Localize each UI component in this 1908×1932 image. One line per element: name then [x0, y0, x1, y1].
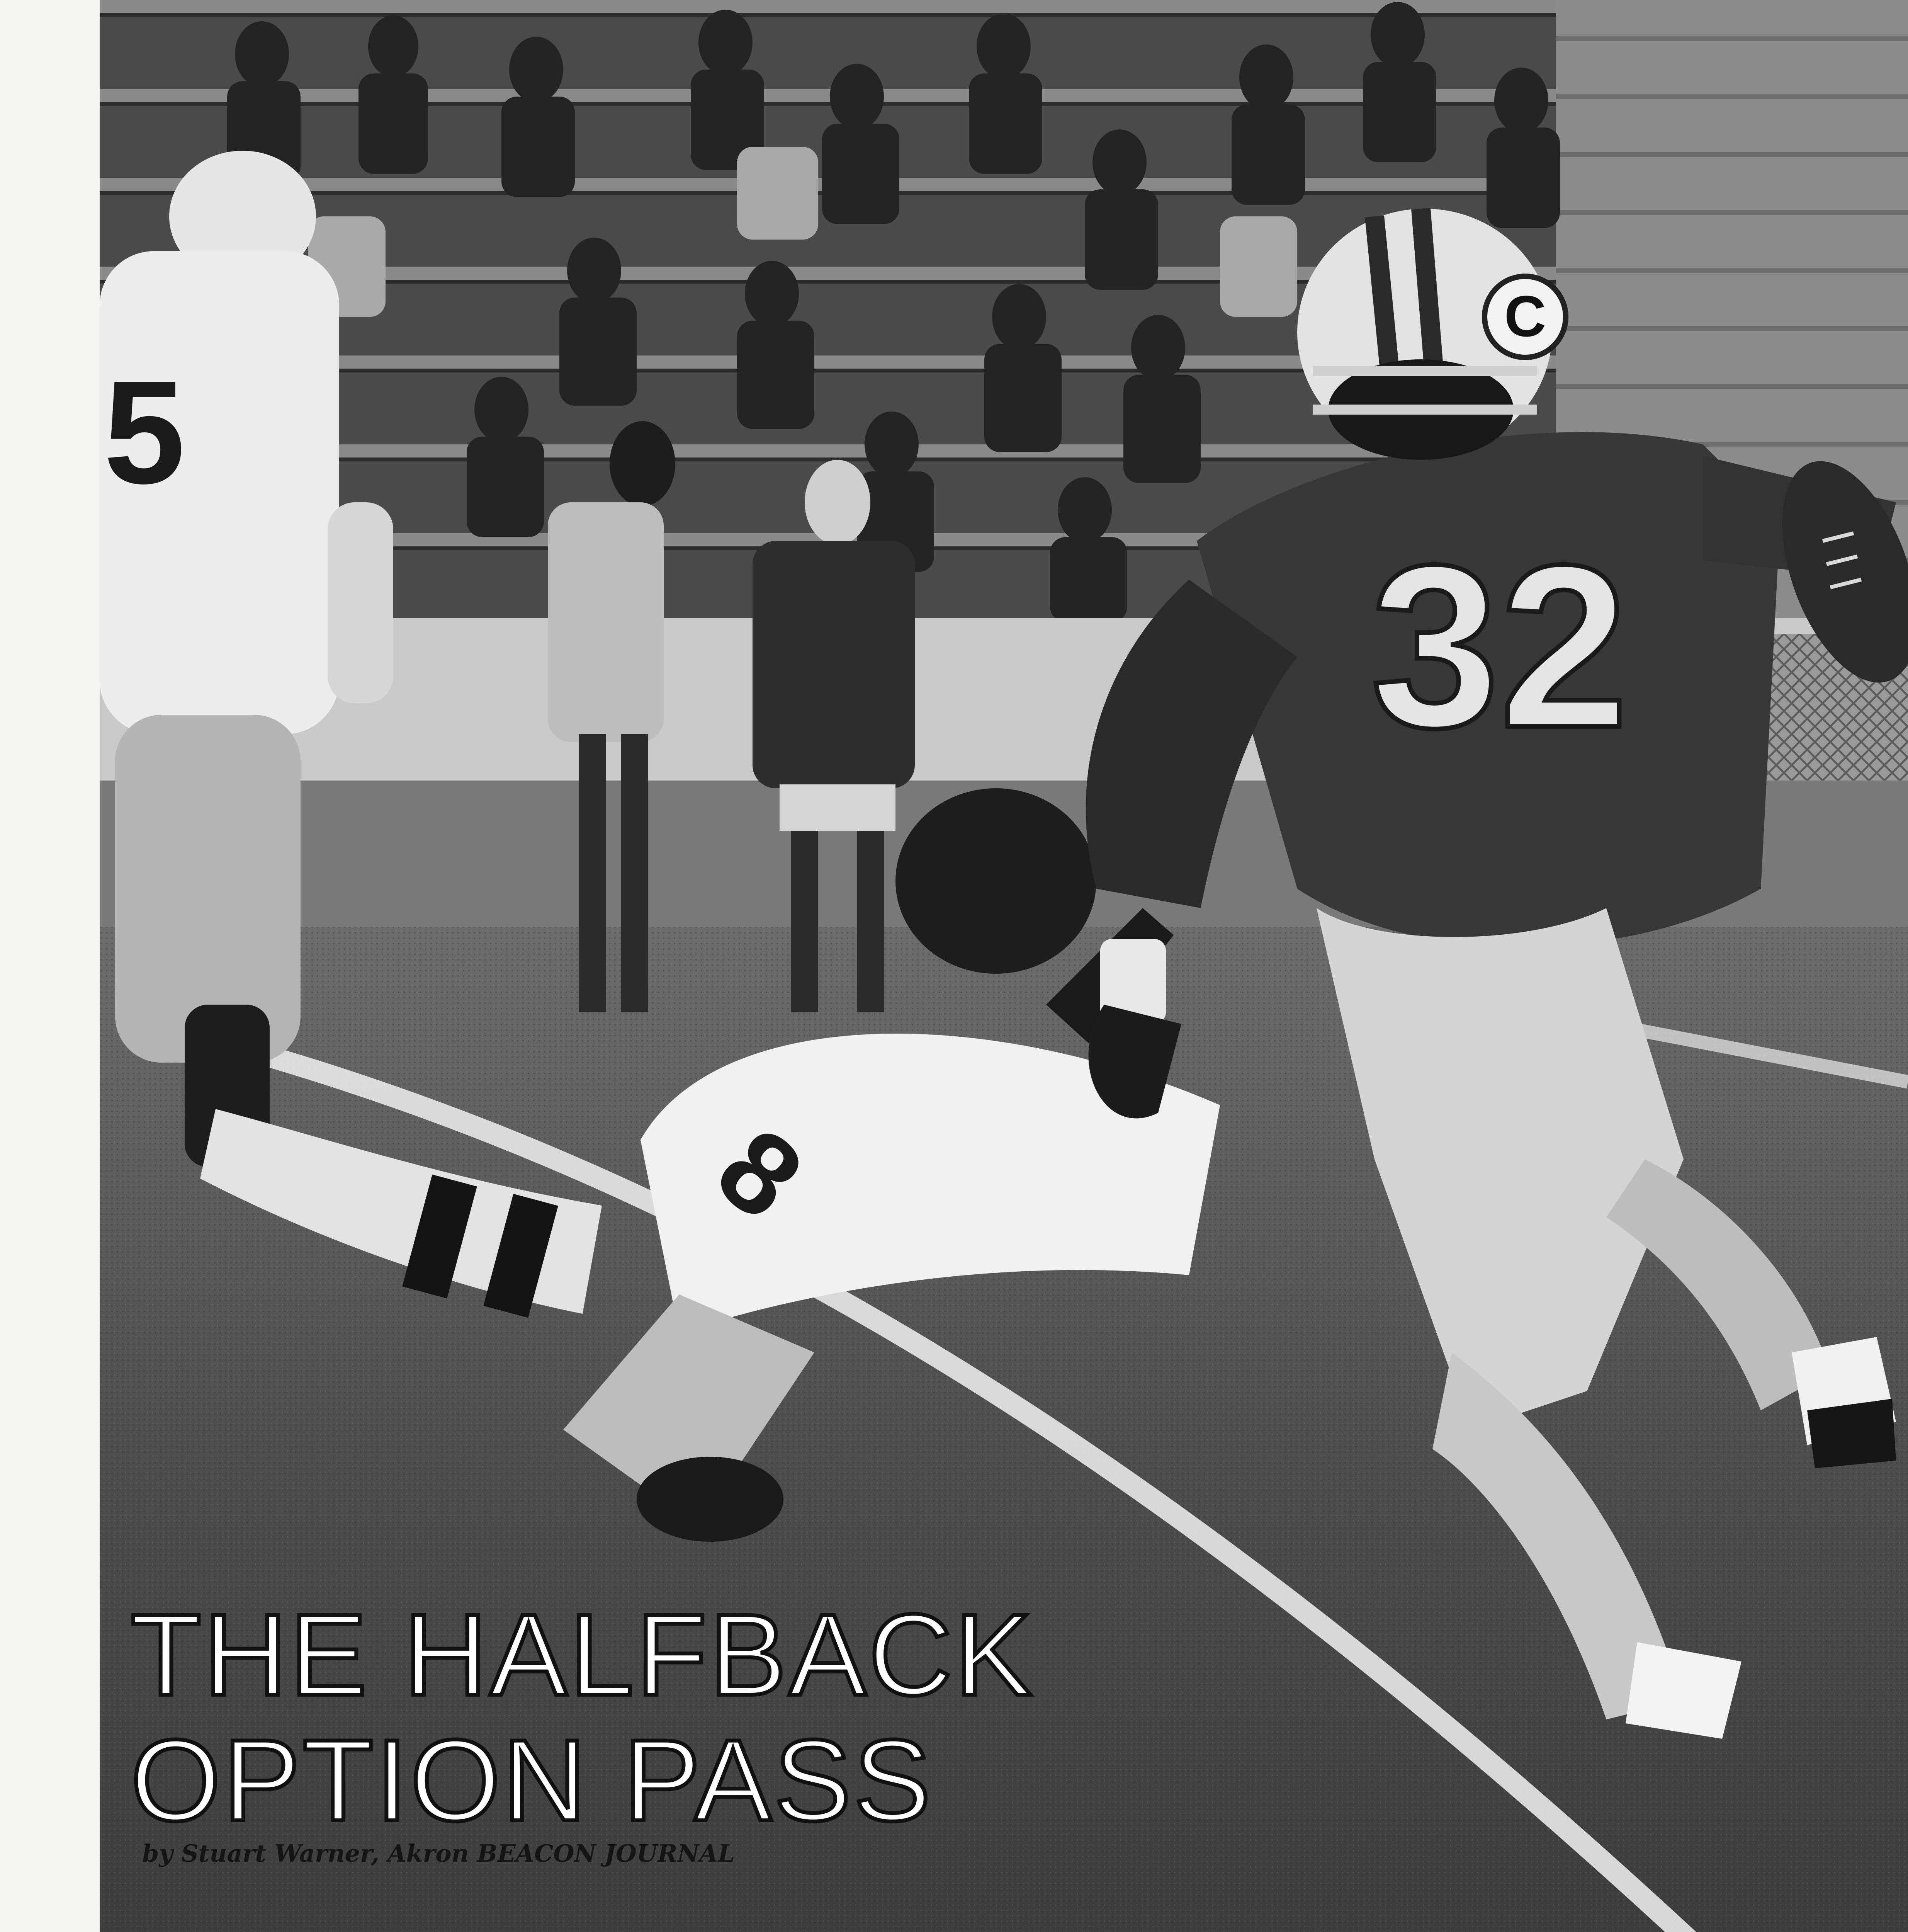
headline-line-1: THE HALFBACK	[131, 1590, 1035, 1719]
helmet-letter: C	[1504, 284, 1546, 349]
headline-line-2: OPTION PASS	[131, 1715, 933, 1845]
svg-text:8: 8	[693, 1102, 827, 1244]
jersey-number: 32	[1371, 517, 1629, 776]
byline: by Stuart Warner, Akron BEACON JOURNAL	[142, 1839, 735, 1867]
article-headline	[131, 1592, 1034, 1843]
hero-photo	[100, 0, 1908, 1932]
svg-text:5: 5	[104, 350, 185, 514]
